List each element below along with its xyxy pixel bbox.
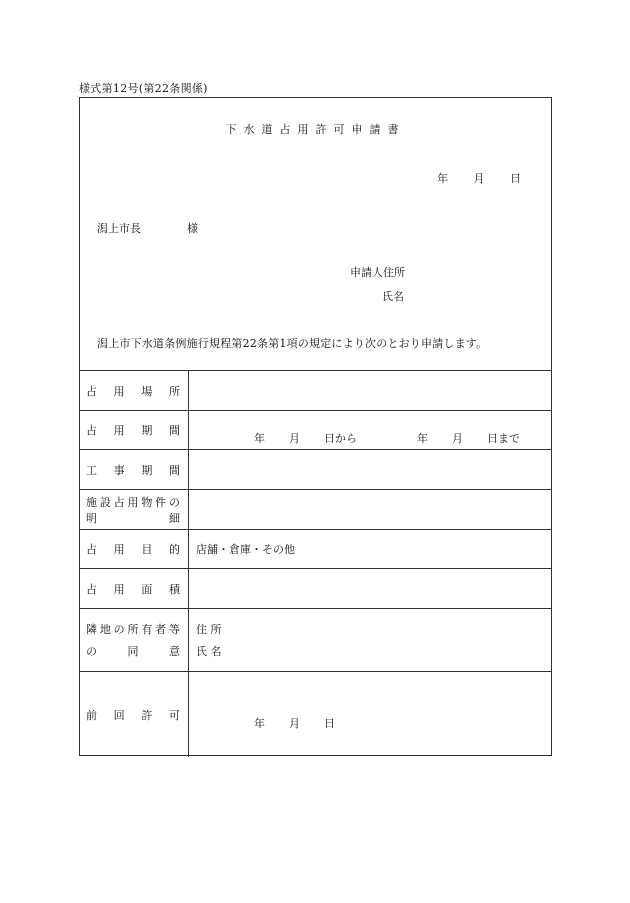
row-purpose	[80, 529, 551, 568]
purpose-value: 店舗・倉庫・その他	[196, 543, 295, 556]
form-number: 様式第12号(第22条関係)	[79, 82, 208, 95]
label-char: 細	[169, 512, 180, 525]
label-char: 件	[155, 496, 167, 509]
form-header	[80, 98, 551, 370]
area-value-cell[interactable]	[190, 569, 551, 608]
previous-year: 年	[254, 716, 265, 730]
row-period	[80, 410, 551, 449]
area-label-cell	[80, 569, 189, 608]
location-label-cell	[80, 371, 189, 410]
row-neighbor-consent	[80, 608, 551, 671]
addressee-honorific: 様	[187, 222, 198, 235]
label-char: 回	[113, 708, 125, 722]
label-char: 同	[127, 645, 139, 658]
row-facility	[80, 489, 551, 529]
date-month-label: 月	[473, 172, 485, 185]
label-char: 用	[113, 384, 125, 398]
period-from-day: 日から	[324, 432, 357, 445]
area-label	[86, 581, 180, 597]
label-char: 設	[99, 496, 111, 509]
construction-label	[86, 462, 180, 478]
label-char: 物	[141, 496, 153, 509]
label-char: 意	[169, 645, 180, 658]
applicant-address-label: 申請人住所	[350, 266, 405, 279]
neighbor-label-line2	[86, 643, 180, 659]
applicant-name-label: 氏名	[382, 290, 404, 303]
label-char: 占	[113, 496, 125, 509]
label-char: の	[113, 623, 125, 636]
label-char: 占	[86, 384, 97, 398]
row-location	[80, 370, 551, 410]
label-char: 許	[141, 708, 153, 722]
row-construction	[80, 449, 551, 489]
row-area	[80, 568, 551, 608]
application-date	[415, 170, 521, 186]
facility-label-line2	[86, 510, 180, 526]
neighbor-name-label: 氏 名	[196, 645, 222, 658]
label-char: 期	[141, 424, 153, 437]
facility-label-line1	[86, 494, 180, 510]
previous-month: 月	[289, 716, 300, 730]
purpose-label	[86, 541, 180, 557]
label-char: 等	[168, 623, 180, 636]
label-char: 場	[141, 384, 153, 398]
period-label	[86, 422, 180, 438]
label-char: 用	[113, 582, 125, 596]
facility-value-cell[interactable]	[190, 490, 551, 529]
label-char: 施	[86, 496, 97, 509]
label-char: 占	[86, 424, 97, 437]
label-char: 占	[86, 582, 97, 596]
facility-label-cell	[80, 490, 189, 529]
date-year-label: 年	[437, 172, 448, 185]
construction-value-cell[interactable]	[190, 450, 551, 489]
label-char: 占	[86, 543, 97, 556]
location-label	[86, 383, 180, 399]
label-char: 用	[127, 496, 139, 509]
label-char: 面	[141, 582, 153, 596]
period-to-year: 年	[417, 432, 428, 445]
previous-label-cell	[80, 672, 189, 757]
label-char: 可	[168, 708, 180, 722]
period-value-cell[interactable]	[190, 411, 551, 449]
location-value-cell[interactable]	[190, 371, 551, 410]
application-statement: 潟上市下水道条例施行規程第22条第1項の規定により次のとおり申請します。	[97, 337, 488, 350]
neighbor-value-cell[interactable]	[190, 609, 551, 671]
period-from-year: 年	[254, 432, 265, 445]
label-char: 者	[155, 623, 167, 636]
label-char: 隣	[86, 623, 97, 636]
neighbor-address-label: 住 所	[196, 623, 222, 636]
period-from-month: 月	[289, 432, 300, 445]
period-to-month: 月	[452, 432, 463, 445]
label-char: 的	[168, 543, 180, 556]
label-char: 目	[141, 543, 153, 556]
purpose-label-cell	[80, 530, 189, 568]
label-char: 明	[86, 512, 97, 525]
form-title: 下水道占用許可申請書	[225, 123, 406, 136]
label-char: 有	[141, 623, 153, 636]
label-char: 事	[113, 463, 125, 477]
addressee	[97, 220, 198, 236]
application-form	[79, 97, 552, 756]
neighbor-label-cell	[80, 609, 189, 671]
previous-label	[86, 707, 180, 723]
label-char: の	[86, 645, 97, 658]
label-char: の	[168, 496, 180, 509]
label-char: 地	[99, 623, 111, 636]
label-char: 間	[168, 463, 180, 477]
previous-value-cell[interactable]	[190, 672, 551, 757]
label-char: 前	[86, 708, 97, 722]
addressee-name: 潟上市長	[97, 222, 141, 235]
row-previous-permit	[80, 671, 551, 757]
label-char: 用	[113, 543, 125, 556]
neighbor-label-line1	[86, 621, 180, 637]
label-char: 工	[86, 463, 97, 477]
period-label-cell	[80, 411, 189, 449]
label-char: 用	[113, 424, 125, 437]
construction-label-cell	[80, 450, 189, 489]
date-day-label: 日	[510, 172, 521, 185]
label-char: 間	[168, 424, 180, 437]
label-char: 所	[168, 384, 180, 398]
previous-day: 日	[324, 716, 335, 730]
purpose-value-cell[interactable]	[190, 530, 551, 568]
period-to-day: 日まで	[487, 432, 520, 445]
label-char: 積	[168, 582, 180, 596]
label-char: 所	[127, 623, 139, 636]
label-char: 期	[141, 463, 153, 477]
